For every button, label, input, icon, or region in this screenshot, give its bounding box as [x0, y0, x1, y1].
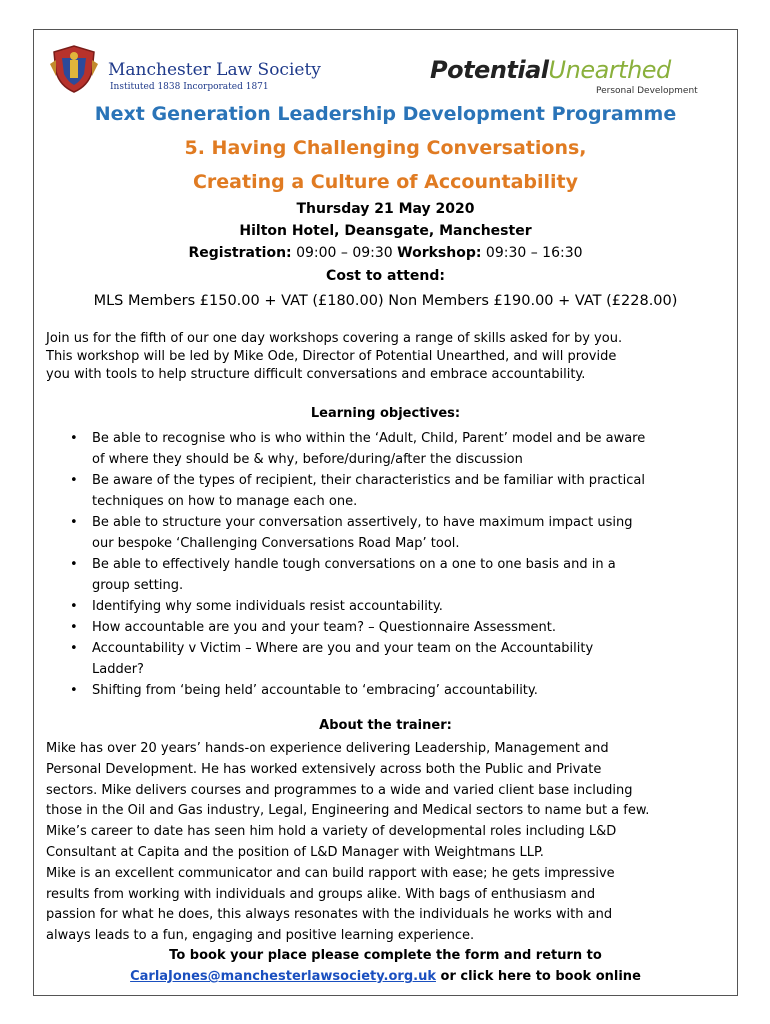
- header: [48, 40, 728, 98]
- list-item: • Be able to structure your conversation assertively, to have maximum impact using our bespoke ‘Challenging Conversations Road Map’ tool.: [68, 512, 726, 554]
- intro-line: Join us for the fifth of our one day workshops covering a range of skills asked for by you.: [46, 331, 623, 346]
- registration-time: 09:00 – 09:30: [291, 245, 398, 261]
- event-date: Thursday 21 May 2020: [296, 201, 475, 217]
- list-item: • Shifting from ‘being held’ accountable to ‘embracing’ accountability.: [68, 680, 726, 701]
- trainer-bio: [46, 739, 726, 947]
- bio-line: Personal Development. He has worked extensively across both the Public and Private: [46, 761, 602, 777]
- bio-line: those in the Oil and Gas industry, Legal, Engineering and Medical sectors to name but a few.: [46, 803, 650, 819]
- bio-line: Consultant at Capita and the position of L&D Manager with Weightmans LLP.: [46, 844, 544, 860]
- list-item: • Be able to effectively handle tough conversations on a one to one basis and in a group setting.: [68, 554, 726, 596]
- cost-label: Cost to attend:: [326, 268, 445, 284]
- list-item: • Be aware of the types of recipient, their characteristics and be familiar with practical techniques on how to manage each one.: [68, 470, 726, 512]
- intro-line: you with tools to help structure difficult conversations and embrace accountability.: [46, 367, 586, 382]
- event-venue: Hilton Hotel, Deansgate, Manchester: [239, 223, 532, 239]
- trainer-heading: About the trainer:: [319, 718, 452, 733]
- registration-label: Registration:: [188, 245, 292, 261]
- crest-logo: [48, 42, 100, 94]
- workshop-label: Workshop:: [397, 245, 482, 261]
- bio-line: Mike is an excellent communicator and can build rapport with ease; he gets impressive: [46, 865, 615, 881]
- list-item: • How accountable are you and your team? – Questionnaire Assessment.: [68, 617, 726, 638]
- bio-line: Mike’s career to date has seen him hold a variety of developmental roles including L&D: [46, 824, 617, 840]
- objectives-list: [68, 428, 726, 701]
- cost-detail: MLS Members £150.00 + VAT (£180.00) Non Members £190.00 + VAT (£228.00): [93, 293, 678, 309]
- org-subtitle: Instituted 1838 Incorporated 1871: [110, 82, 269, 92]
- objectives-heading: Learning objectives:: [310, 406, 461, 421]
- booking-contact: [33, 969, 738, 984]
- list-item: • Identifying why some individuals resist accountability.: [68, 596, 726, 617]
- bio-line: results from working with individuals and groups alike. With bags of enthusiasm and: [46, 886, 596, 902]
- partner-logo: [430, 56, 671, 84]
- partner-logo-part1: Potential: [430, 56, 549, 84]
- bio-line: always leads to a fun, engaging and positive learning experience.: [46, 928, 475, 944]
- event-times: [33, 245, 738, 261]
- list-item: • Accountability v Victim – Where are you and your team on the Accountability Ladder?: [68, 638, 726, 680]
- partner-logo-part2: Unearthed: [548, 56, 671, 84]
- intro-paragraph: [46, 330, 726, 384]
- book-online-text[interactable]: or click here to book online: [435, 969, 641, 984]
- intro-line: This workshop will be led by Mike Ode, Director of Potential Unearthed, and will provide: [46, 349, 617, 364]
- partner-subtitle: Personal Development: [596, 86, 698, 96]
- workshop-time: 09:30 – 16:30: [481, 245, 583, 261]
- session-title-line2: Creating a Culture of Accountability: [192, 171, 579, 193]
- bio-line: sectors. Mike delivers courses and programmes to a wide and varied client base including: [46, 782, 633, 798]
- list-item: • Be able to recognise who is who within the ‘Adult, Child, Parent’ model and be aware of where they should be & why, before/during/after the discussion: [68, 428, 726, 470]
- session-title-line1: 5. Having Challenging Conversations,: [184, 137, 587, 159]
- bio-line: Mike has over 20 years’ hands-on experience delivering Leadership, Management and: [46, 741, 609, 756]
- booking-instructions: To book your place please complete the form and return to: [169, 948, 602, 963]
- programme-title: Next Generation Leadership Development Programme: [94, 103, 677, 125]
- email-link[interactable]: CarlaJones@manchesterlawsociety.org.uk: [130, 969, 436, 984]
- bio-line: passion for what he does, this always resonates with the individuals he works with and: [46, 907, 613, 923]
- org-name: Manchester Law Society: [108, 60, 321, 80]
